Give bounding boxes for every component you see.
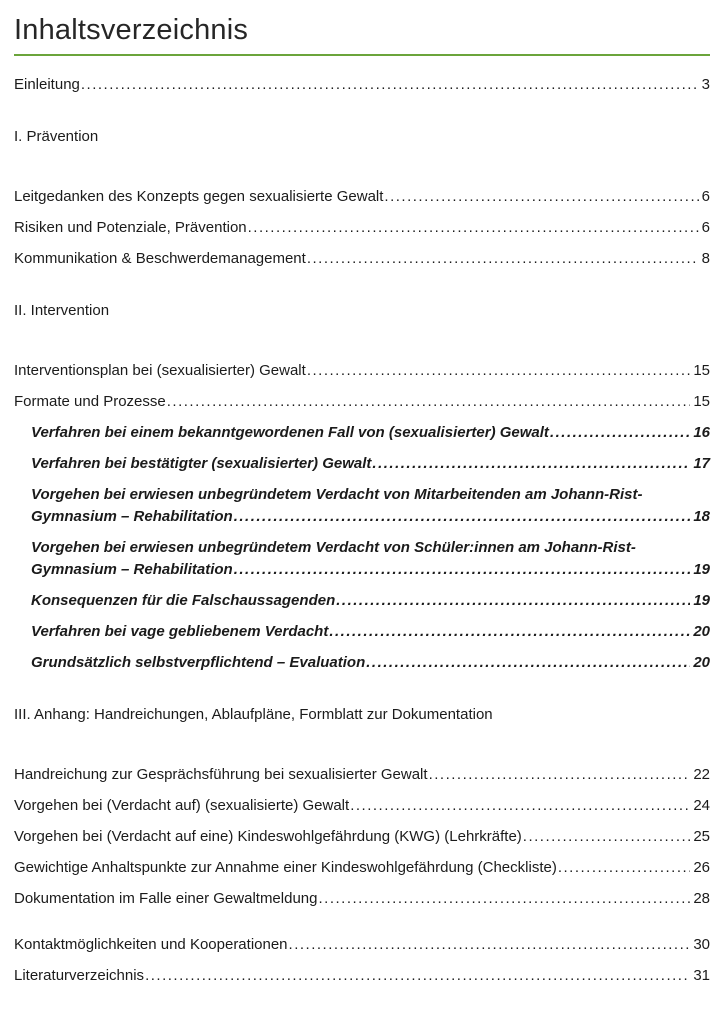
toc-dot-leader	[80, 74, 699, 96]
toc-entry-line: Vorgehen bei erwiesen unbegründetem Verdacht von Schüler:innen am Johann-Rist-	[31, 539, 636, 556]
toc-entry[interactable]	[14, 391, 710, 413]
toc-dot-leader	[349, 795, 690, 817]
toc-entry-last-line	[31, 506, 710, 528]
toc-entry-last-line	[31, 590, 710, 612]
toc-entry-last-line	[14, 391, 710, 413]
toc-entry-label: Kommunikation & Beschwerdemanagement	[14, 250, 306, 267]
toc-dot-leader	[247, 217, 699, 239]
toc-entry-last-line	[14, 795, 710, 817]
toc-group	[14, 934, 710, 987]
toc-entry-label: Kontaktmöglichkeiten und Kooperationen	[14, 936, 288, 953]
toc-entry[interactable]	[14, 590, 710, 612]
toc-entry-page: 15	[693, 393, 710, 410]
toc-group	[14, 126, 710, 270]
toc-entry[interactable]	[14, 857, 710, 879]
page-title: Inhaltsverzeichnis	[14, 12, 710, 56]
toc-dot-leader	[365, 652, 690, 674]
toc-entry-last-line	[31, 559, 710, 581]
toc-dot-leader	[306, 360, 691, 382]
toc-entry-label: Verfahren bei vage gebliebenem Verdacht	[31, 623, 329, 640]
toc-entry[interactable]	[14, 795, 710, 817]
toc-entry-page: 22	[693, 766, 710, 783]
toc-entry-last-line	[14, 360, 710, 382]
toc-entry-last-line	[14, 857, 710, 879]
toc-entry[interactable]	[14, 217, 710, 239]
toc-dot-leader	[288, 934, 691, 956]
toc-entry[interactable]	[14, 826, 710, 848]
toc-entry-last-line	[14, 217, 710, 239]
toc-entry[interactable]	[14, 186, 710, 208]
toc-entry-last-line	[31, 652, 710, 674]
toc-entry-label: Verfahren bei bestätigter (sexualisierter) Gewalt	[31, 455, 372, 472]
toc-dot-leader	[306, 248, 699, 270]
toc-dot-leader	[549, 422, 690, 444]
toc-group	[14, 704, 710, 910]
toc-entry-label: Gymnasium – Rehabilitation	[31, 508, 233, 525]
toc-entry-last-line	[31, 621, 710, 643]
toc-entry-last-line	[14, 888, 710, 910]
toc-entry-last-line	[31, 453, 710, 475]
toc-entry-page: 6	[701, 188, 710, 205]
toc-entry[interactable]	[14, 537, 710, 581]
toc-entry-page: 26	[693, 859, 710, 876]
toc-entry-page: 20	[693, 654, 710, 671]
toc-section-heading: II. Intervention	[14, 302, 110, 319]
toc-entry[interactable]	[14, 652, 710, 674]
toc-dot-leader	[328, 621, 690, 643]
toc-dot-leader	[233, 506, 691, 528]
toc-entry-last-line	[14, 764, 710, 786]
toc-entry-label: Literaturverzeichnis	[14, 967, 145, 984]
toc-entry-page: 18	[693, 508, 710, 525]
toc-entry-page: 3	[701, 76, 710, 93]
toc-entry[interactable]	[14, 888, 710, 910]
toc-entry-page: 8	[701, 250, 710, 267]
toc-section-heading: III. Anhang: Handreichungen, Ablaufpläne, Formblatt zur Dokumentation	[14, 706, 493, 723]
toc-entry[interactable]	[14, 621, 710, 643]
toc-entry-page: 25	[693, 828, 710, 845]
toc-entry-page: 6	[701, 219, 710, 236]
toc-entry-page: 30	[693, 936, 710, 953]
toc-entry[interactable]	[14, 248, 710, 270]
toc-entry-last-line	[14, 826, 710, 848]
toc-entry-label: Grundsätzlich selbstverpflichtend – Evaluation	[31, 654, 366, 671]
toc-entry-label: Risiken und Potenziale, Prävention	[14, 219, 247, 236]
toc-dot-leader	[371, 453, 690, 475]
toc-entry-label: Formate und Prozesse	[14, 393, 166, 410]
toc-entry-label: Vorgehen bei (Verdacht auf) (sexualisierte) Gewalt	[14, 797, 350, 814]
toc-entry-label: Einleitung	[14, 76, 80, 93]
toc-section-heading: I. Prävention	[14, 128, 99, 145]
toc-dot-leader	[557, 857, 690, 879]
toc-entry-line: Vorgehen bei erwiesen unbegründetem Verdacht von Mitarbeitenden am Johann-Rist-	[31, 486, 643, 503]
toc-dot-leader	[335, 590, 690, 612]
toc-entry-page: 16	[693, 424, 710, 441]
toc-entry-page: 17	[693, 455, 710, 472]
toc-entry-page: 19	[693, 561, 710, 578]
toc-entry-label: Verfahren bei einem bekanntgewordenen Fall von (sexualisierter) Gewalt	[31, 424, 549, 441]
toc-group	[14, 300, 710, 674]
toc-entry-label: Gymnasium – Rehabilitation	[31, 561, 233, 578]
toc-dot-leader	[428, 764, 691, 786]
toc-entry[interactable]	[14, 74, 710, 96]
toc-dot-leader	[233, 559, 691, 581]
toc-entry[interactable]	[14, 360, 710, 382]
toc-dot-leader	[317, 888, 690, 910]
toc-entry-last-line	[14, 965, 710, 987]
toc-entry-label: Konsequenzen für die Falschaussagenden	[31, 592, 336, 609]
toc-entry-page: 28	[693, 890, 710, 907]
toc-entry-last-line	[14, 186, 710, 208]
toc-entry-label: Dokumentation im Falle einer Gewaltmeldung	[14, 890, 318, 907]
toc-entry[interactable]	[14, 934, 710, 956]
toc-entry-label: Leitgedanken des Konzepts gegen sexualisierte Gewalt	[14, 188, 384, 205]
toc-entry-label: Interventionsplan bei (sexualisierter) Gewalt	[14, 362, 306, 379]
toc-entry[interactable]	[14, 764, 710, 786]
toc-entry[interactable]	[14, 965, 710, 987]
toc-entry[interactable]	[14, 484, 710, 528]
toc-entry-label: Handreichung zur Gesprächsführung bei sexualisierter Gewalt	[14, 766, 428, 783]
toc-entry-last-line	[14, 248, 710, 270]
toc-entry-label: Vorgehen bei (Verdacht auf eine) Kindeswohlgefährdung (KWG) (Lehrkräfte)	[14, 828, 522, 845]
toc-dot-leader	[522, 826, 691, 848]
toc-entry-label: Gewichtige Anhaltspunkte zur Annahme einer Kindeswohlgefährdung (Checkliste)	[14, 859, 557, 876]
toc-entry-last-line	[31, 422, 710, 444]
toc-entry[interactable]	[14, 453, 710, 475]
toc-entry-page: 20	[693, 623, 710, 640]
toc-entry-page: 24	[693, 797, 710, 814]
toc-entry-page: 19	[693, 592, 710, 609]
toc-dot-leader	[144, 965, 690, 987]
toc-dot-leader	[166, 391, 691, 413]
toc-entry-page: 15	[693, 362, 710, 379]
toc-entry-last-line	[14, 934, 710, 956]
toc-entry[interactable]	[14, 422, 710, 444]
toc-group	[14, 74, 710, 96]
toc-list	[14, 74, 710, 987]
toc-dot-leader	[383, 186, 698, 208]
toc-entry-last-line	[14, 74, 710, 96]
toc-entry-page: 31	[693, 967, 710, 984]
